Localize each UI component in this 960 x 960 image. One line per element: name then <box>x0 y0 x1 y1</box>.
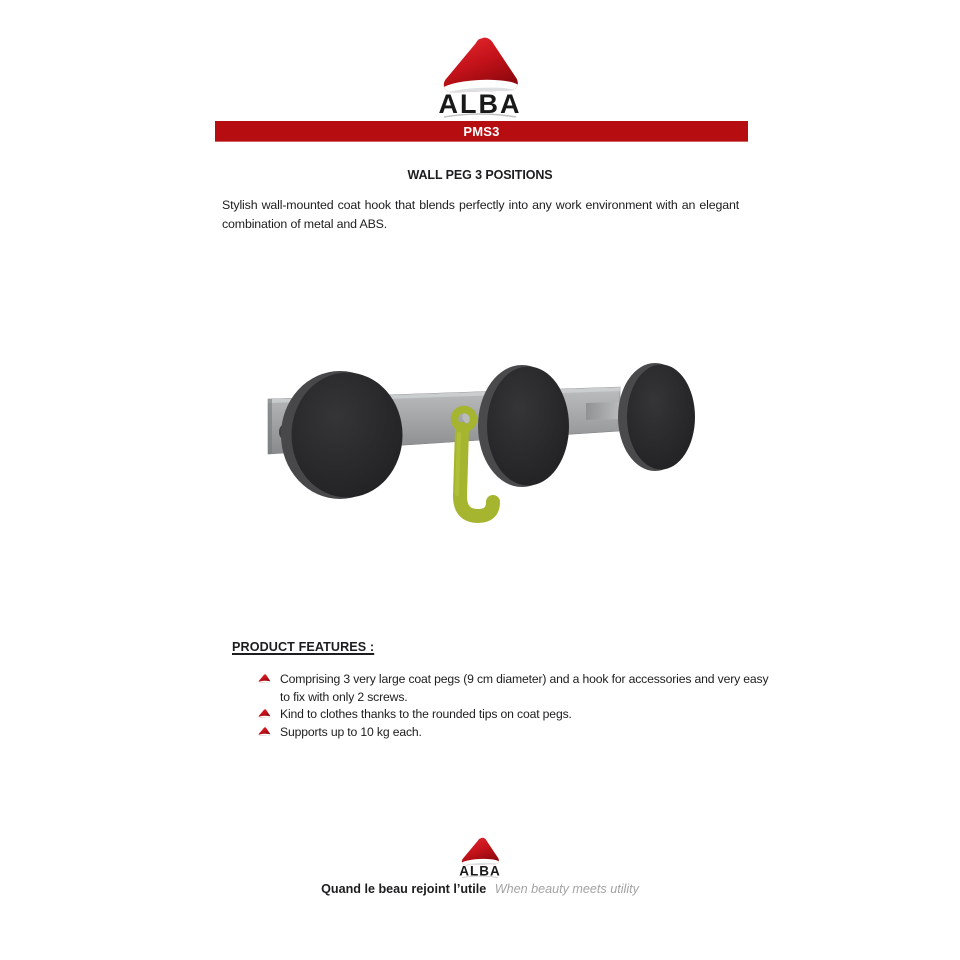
product-code-banner <box>215 121 748 142</box>
product-figure <box>248 345 728 550</box>
tagline-english: When beauty meets utility <box>494 882 639 896</box>
feature-text: Supports up to 10 kg each. <box>280 724 422 739</box>
product-description: Stylish wall-mounted coat hook that blends perfectly into any work environment with an elegant combination of metal and ABS. <box>222 198 739 231</box>
coat-peg-right <box>618 363 695 471</box>
features-heading: PRODUCT FEATURES : <box>232 640 375 654</box>
brand-logo <box>432 34 528 120</box>
feature-text: Comprising 3 very large coat pegs (9 cm diameter) and a hook for accessories and very easy to fix with only 2 screws. <box>280 672 769 704</box>
alba-hat-bullet-icon <box>258 709 271 718</box>
tagline-french: Quand le beau rejoint l’utile <box>321 882 487 896</box>
coat-peg-left <box>281 371 403 499</box>
footer-brand-hat-icon <box>456 836 504 879</box>
alba-hat-bullet-icon <box>258 674 271 683</box>
feature-text: Kind to clothes thanks to the rounded tips on coat pegs. <box>280 707 572 721</box>
product-image <box>248 345 728 550</box>
coat-peg-middle <box>478 365 569 487</box>
footer-brand-logo <box>456 836 504 879</box>
feature-item <box>258 706 770 724</box>
footer-tagline <box>0 881 960 897</box>
features-list <box>258 671 770 741</box>
feature-item <box>258 724 770 742</box>
feature-item <box>258 671 770 706</box>
brand-hat-icon <box>432 34 528 120</box>
brand-wordmark: ALBA <box>438 89 522 119</box>
alba-hat-bullet-icon <box>258 727 271 736</box>
product-code: PMS3 <box>463 123 500 139</box>
footer-brand-wordmark: ALBA <box>459 863 501 879</box>
page-title: WALL PEG 3 POSITIONS <box>407 168 553 182</box>
